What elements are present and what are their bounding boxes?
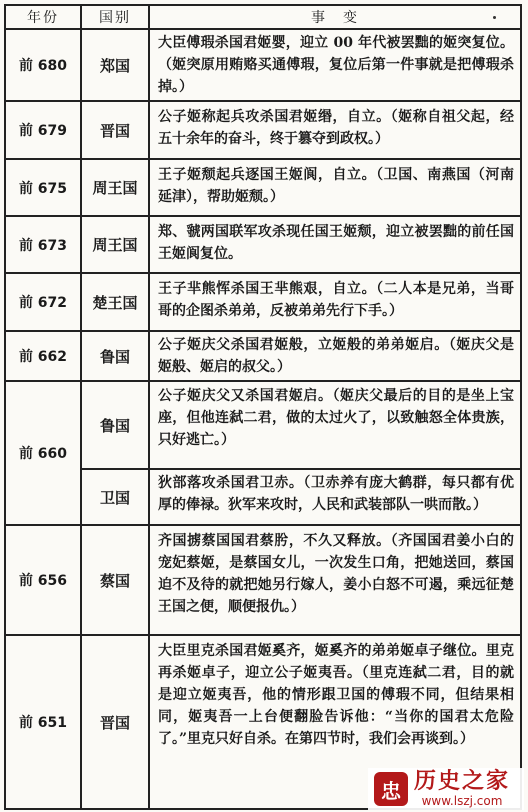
header-state: 国别 [99,10,131,26]
event-cell: 公子姬庆父杀国君姬般，立姬般的弟弟姬启。（姬庆父是姬般、姬启的叔父。） [158,337,514,375]
event-cell: 狄部落攻杀国君卫赤。（卫赤养有庞大鹤群，每只都有优厚的俸禄。狄军来攻时，人民和武装部队一哄而散。） [158,475,514,513]
header-year: 年份 [27,10,59,26]
event-cell: 公子姬庆父又杀国君姬启。（姬庆父最后的目的是坐上宝座，但他连弑二君，做的太过火了，以致触怒全体贵族，只好逃亡。） [158,388,514,448]
year-cell: 前 651 [18,715,68,731]
state-cell: 晋国 [99,121,130,140]
state-cell: 蔡国 [99,571,130,590]
year-cell: 前 680 [18,58,68,74]
event-cell: 大臣傅瑕杀国君姬婴，迎立 00 年代被罢黜的姬突复位。（姬突原用贿赂买通傅瑕，复位后第一件事就是把傅瑕杀掉。） [158,35,514,95]
state-cell: 卫国 [99,488,130,507]
event-cell: 公子姬称起兵攻杀国君姬缗，自立。（姬称自祖父起，经五十余年的奋斗，终于篡夺到政权。） [158,109,514,147]
event-cell: 王子芈熊恽杀国王芈熊艰，自立。（二人本是兄弟，当哥哥的企图杀弟弟，反被弟弟先行下手。） [158,281,514,319]
event-cell: 郑、虢两国联军攻杀现任国王姬颓，迎立被罢黜的前任国王姬阆复位。 [158,224,514,262]
event-cell: 齐国掳蔡国国君蔡肹，不久又释放。（齐国国君姜小白的宠妃蔡姬，是蔡国女儿，一次发生口角，把她送回，蔡国迫不及待的就把她另行嫁人，姜小白怒不可遏，乘远征楚王国之便，顺便报仇。） [158,533,514,615]
year-cell: 前 672 [18,295,68,311]
header-event: 事 变 [311,10,359,26]
year-cell: 前 660 [18,446,68,462]
state-cell: 楚王国 [92,293,138,312]
year-cell: 前 673 [18,237,68,254]
year-cell: 前 662 [18,349,68,365]
event-cell: 王子姬颓起兵逐国王姬阆，自立。（卫国、南燕国（河南延津），帮助姬颓。） [158,167,514,205]
state-cell: 周王国 [92,236,138,254]
year-cell: 前 656 [18,573,68,589]
year-cell: 前 679 [18,123,68,139]
site-watermark [368,768,524,810]
state-cell: 郑国 [99,56,130,75]
watermark-name: 历史之家 [414,769,511,794]
event-cell: 大臣里克杀国君姬奚齐，姬奚齐的弟弟姬卓子继位。里克再杀姬卓子，迎立公子姬夷吾。（里克连弑二君，目的就是迎立姬夷吾，他的情形跟卫国的傅瑕不同，但结果相同，姬夷吾一上台便翻脸告诉他：“当你的国君太危险了。”里克只好自杀。在第四节时，我们会再谈到。） [158,643,514,747]
state-cell: 周王国 [92,179,138,197]
state-cell: 晋国 [99,713,130,732]
watermark-logo: 忠 [374,772,408,806]
year-cell: 前 675 [18,180,68,197]
state-cell: 鲁国 [99,416,130,435]
state-cell: 鲁国 [99,347,130,366]
watermark-url: www.lszj.com [421,794,503,808]
